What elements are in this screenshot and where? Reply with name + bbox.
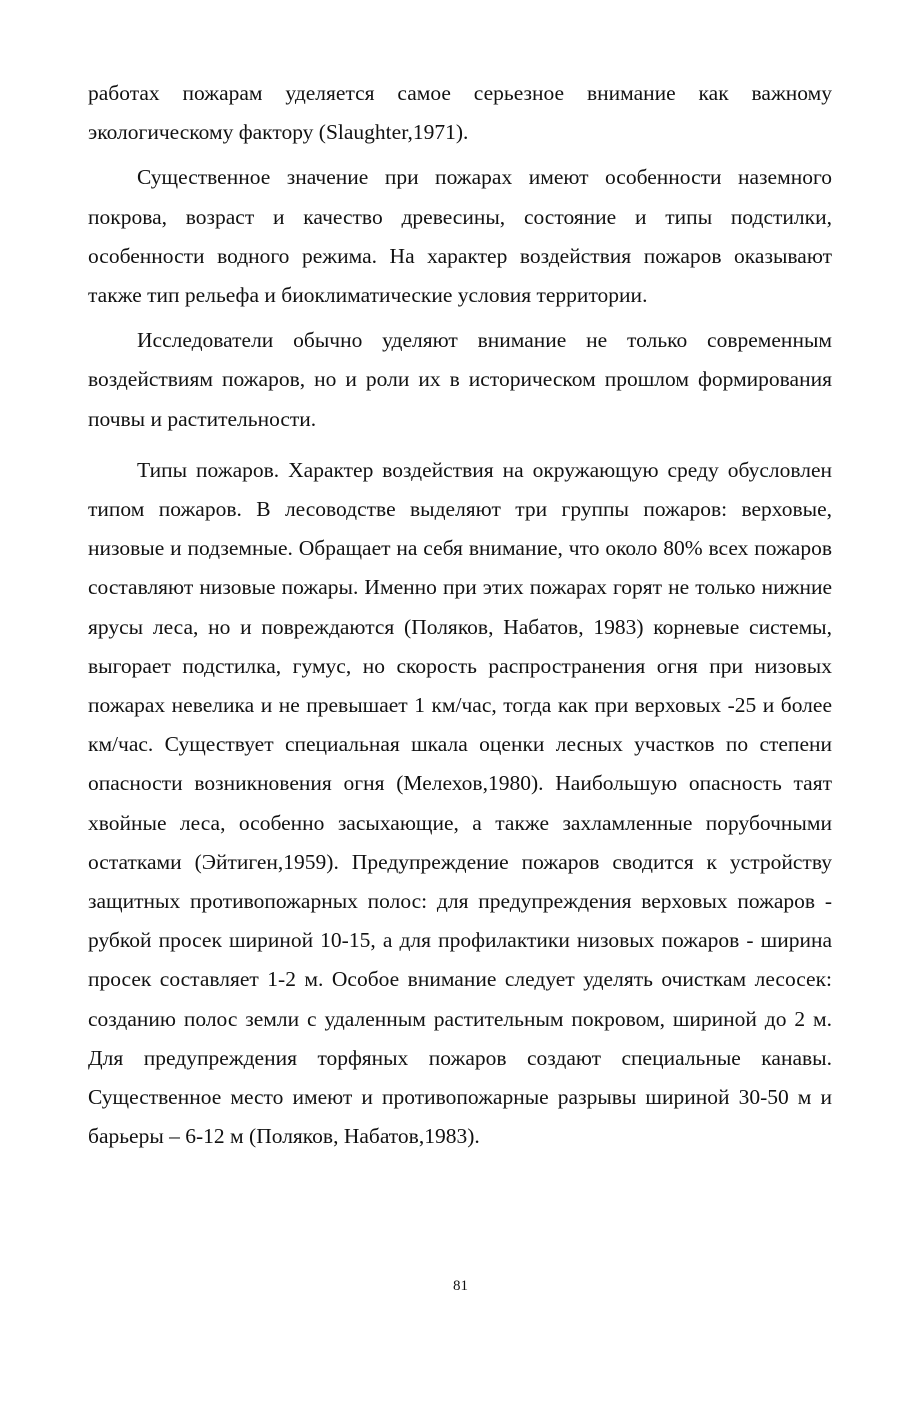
body-text xyxy=(88,74,832,1156)
paragraph-continuation: работах пожарам уделяется самое серьезное внимание как важному экологическому фактору (Slaughter,1971). xyxy=(88,81,832,145)
page-number: 81 xyxy=(453,1278,468,1294)
paragraph-researchers: Исследователи обычно уделяют внимание не только современным воздействиям пожаров, но и роли их в историческом прошлом формирования почвы и растительности. xyxy=(88,328,832,431)
paragraph-fire-types: Типы пожаров. Характер воздействия на окружающую среду обусловлен типом пожаров. В лесоводстве выделяют три группы пожаров: верховые, низовые и подземные. Обращает на себя внимание, что около 80% всех пожаров составляют низовые пожары. Именно при этих пожарах горят не только нижние ярусы леса, но и повреждаются (Поляков, Набатов, 1983) корневые системы, выгорает подстилка, гумус, но скорость распространения огня при низовых пожарах невелика и не превышает 1 км/час, тогда как при верховых -25 и более км/час. Существует специальная шкала оценки лесных участков по степени опасности возникновения огня (Мелехов,1980). Наибольшую опасность таят хвойные леса, особенно засыхающие, а также захламленные порубочными остатками (Эйтиген,1959). Предупреждение пожаров сводится к устройству защитных противопожарных полос: для предупреждения верховых пожаров - рубкой просек шириной 10-15, а для профилактики низовых пожаров - ширина просек составляет 1-2 м. Особое внимание следует уделять очисткам лесосек: созданию полос земли с удаленным растительным покровом, шириной до 2 м. Для предупреждения торфяных пожаров создают специальные канавы. Существенное место имеют и противопожарные разрывы шириной 30-50 м и барьеры – 6-12 м (Поляков, Набатов,1983). xyxy=(88,457,832,1149)
paragraph-ground-cover: Существенное значение при пожарах имеют особенности наземного покрова, возраст и качество древесины, состояние и типы подстилки, особенности водного режима. На характер воздействия пожаров оказывают также тип рельефа и биоклиматические условия территории. xyxy=(88,165,832,308)
